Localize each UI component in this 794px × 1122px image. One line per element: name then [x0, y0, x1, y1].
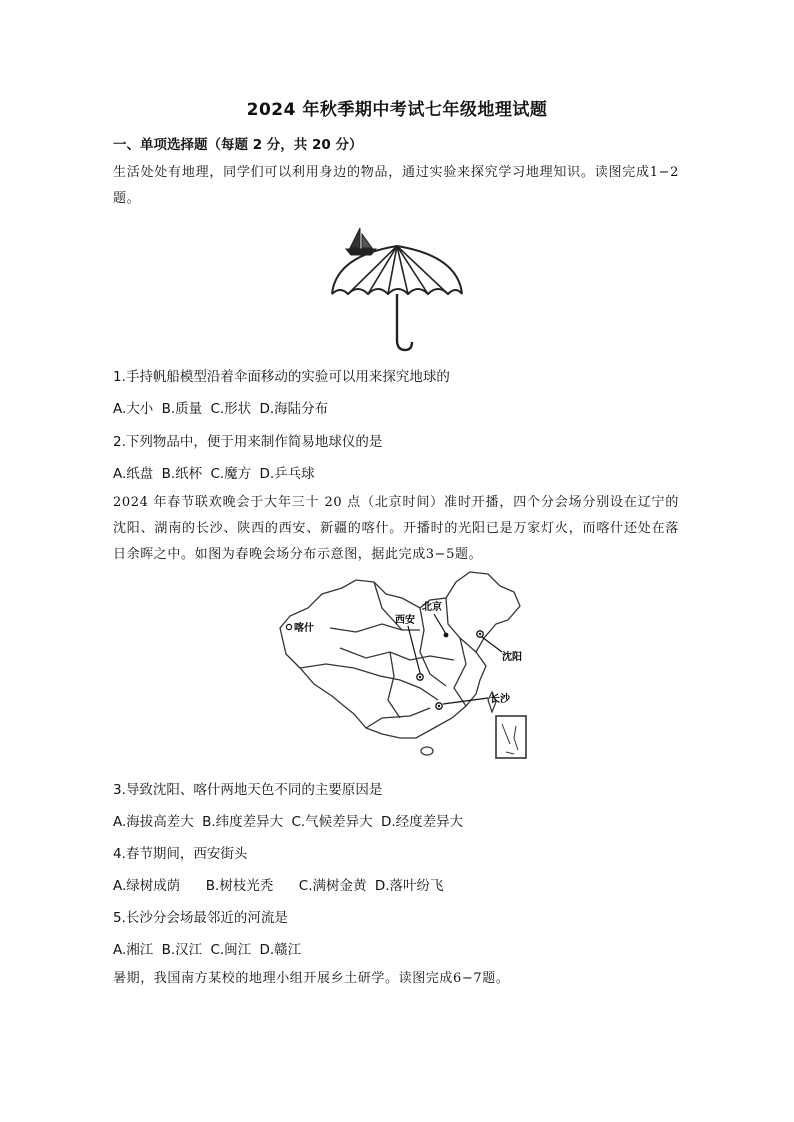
intro-paragraph-2: 2024 年春节联欢晚会于大年三十 20 点（北京时间）准时开播，四个分会场分别设在辽宁的沈阳、湖南的长沙、陕西的西安、新疆的喀什。开播时的光阳已是万家灯火，而喀什还处在落日余晖之中。如图为春晚会场分布示意图，据此完成3−5题。 [113, 495, 679, 562]
kashgar-marker [286, 621, 314, 634]
q3-option-a[interactable]: A.海拔高差大 [113, 814, 194, 830]
intro-paragraph-1: 生活处处有地理，同学们可以利用身边的物品，通过实验来探究学习地理知识。读图完成1−2题。 [113, 165, 679, 206]
question-1-options [113, 397, 332, 417]
q2-option-d[interactable]: D.乒乓球 [259, 466, 315, 482]
beijing-marker [422, 600, 448, 637]
intro-paragraph-3: 暑期，我国南方某校的地理小组开展乡土研学。读图完成6−7题。 [113, 971, 510, 986]
question-1-stem: 1.手持帆船模型沿着伞面移动的实验可以用来探究地球的 [113, 369, 450, 385]
q3-option-b[interactable]: B.纬度差异大 [202, 814, 284, 830]
q4-option-b[interactable]: B.树枝光秃 [205, 878, 274, 894]
beijing-label: 北京 [422, 602, 442, 613]
q5-option-a[interactable]: A.湘江 [113, 942, 154, 958]
q3-option-c[interactable]: C.气候差异大 [291, 814, 373, 830]
south-china-sea-inset [496, 716, 526, 758]
exam-title: 2024 年秋季期中考试七年级地理试题 [246, 100, 548, 120]
question-2-options [113, 462, 319, 482]
china-outline [280, 572, 520, 738]
q2-option-b[interactable]: B.纸杯 [161, 466, 203, 482]
question-5-stem: 5.长沙分会场最邻近的河流是 [113, 910, 288, 926]
hainan-island [421, 747, 433, 755]
question-5-options [113, 938, 305, 958]
q1-option-c[interactable]: C.形状 [210, 401, 252, 417]
changsha-marker [436, 692, 511, 709]
q4-option-c[interactable]: C.满树金黄 [298, 878, 367, 894]
china-map-illustration [270, 568, 532, 764]
sailboat-icon [346, 228, 376, 255]
question-4-options [113, 874, 448, 894]
q1-option-a[interactable]: A.大小 [113, 401, 154, 417]
changsha-label: 长沙 [490, 694, 510, 705]
umbrella-boat-illustration [326, 222, 468, 354]
xian-label: 西安 [395, 615, 415, 626]
q5-option-c[interactable]: C.闽江 [210, 942, 252, 958]
shenyang-marker [477, 631, 522, 663]
kashgar-label: 喀什 [294, 623, 314, 634]
q5-option-b[interactable]: B.汉江 [161, 942, 203, 958]
q5-option-d[interactable]: D.赣江 [259, 942, 302, 958]
q4-option-a[interactable]: A.绿树成荫 [113, 878, 181, 894]
question-3-options [113, 810, 467, 830]
q2-option-c[interactable]: C.魔方 [210, 466, 252, 482]
q3-option-d[interactable]: D.经度差异大 [380, 814, 464, 830]
q1-option-b[interactable]: B.质量 [161, 401, 203, 417]
q1-option-d[interactable]: D.海陆分布 [259, 401, 329, 417]
q2-option-a[interactable]: A.纸盘 [113, 466, 154, 482]
section-heading: 一、单项选择题（每题 2 分，共 20 分） [113, 137, 363, 153]
question-2-stem: 2.下列物品中，便于用来制作简易地球仪的是 [113, 434, 383, 450]
xian-marker [395, 613, 423, 680]
q4-option-d[interactable]: D.落叶纷飞 [374, 878, 444, 894]
shenyang-label: 沈阳 [502, 652, 522, 663]
question-4-stem: 4.春节期间，西安街头 [113, 846, 248, 862]
question-3-stem: 3.导致沈阳、喀什两地天色不同的主要原因是 [113, 782, 383, 798]
